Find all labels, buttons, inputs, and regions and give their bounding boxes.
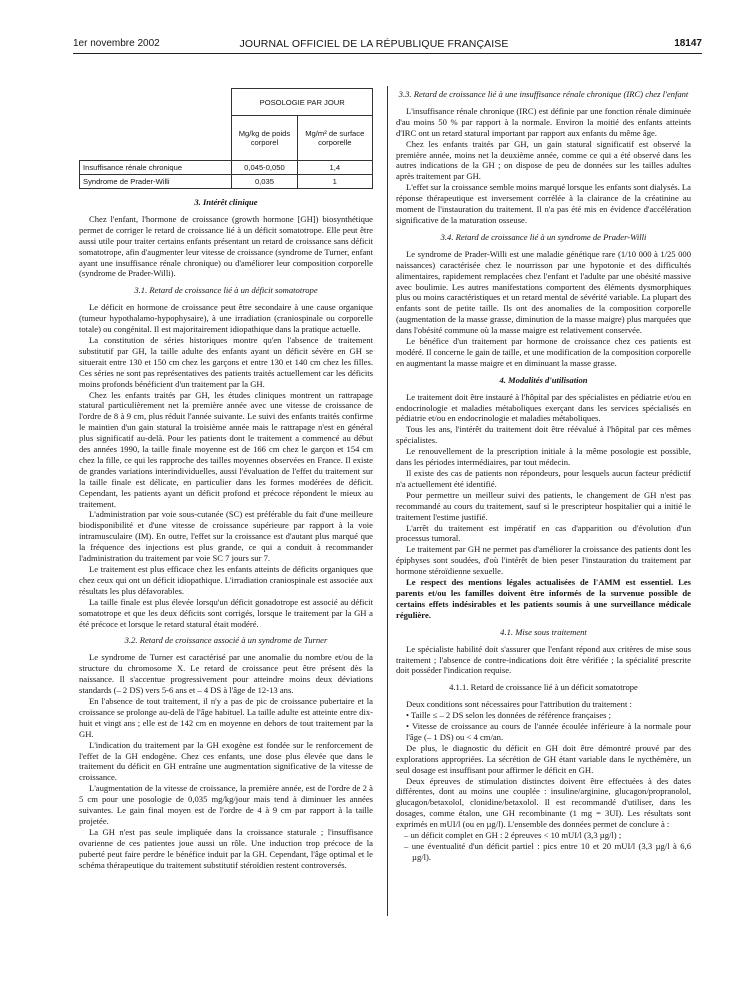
paragraph: La GH n'est pas seule impliquée dans la croissance staturale ; l'insuffisance ovarienne de ces patientes joue aussi un rôle. Une induction trop précoce de la puberté peut faire perdre le bénéfice induit par la GH. Cependant, l'âge optimal et le schéma thérapeutique du traitement substitutif stéroïdien restent controversés. bbox=[79, 826, 373, 870]
table-cell: 0,045-0,050 bbox=[232, 161, 297, 175]
list-item: – un déficit complet en GH : 2 épreuves < 10 mUI/l (3,3 µg/l) ; bbox=[404, 830, 691, 841]
paragraph: L'insuffisance rénale chronique (IRC) est définie par une fonction rénale diminuée d'au moins 50 % par rapport à la normale. Environ la moitié des enfants atteints d'IRC ont un retard statural important par rapport aux enfants du même âge. bbox=[396, 105, 691, 138]
paragraph: Deux épreuves de stimulation distinctes doivent être effectuées à des dates différentes, dont au moins une couplée : insuline/arginine, glucagon/propranolol, glucagon/betaxolol, clonidine/betaxolol. Il est recommandé d'utiliser, dans les dosages, comme étalon, une GH recombinante (1 mg = 3UI). Les résultats sont exprimés en mUI/l (ou en µg/l). L'ensemble des données permet de conclure à : bbox=[396, 775, 691, 830]
table-row-label: Syndrome de Prader-Willi bbox=[80, 175, 232, 189]
subsection-heading: 3.4. Retard de croissance lié à un syndrome de Prader-Willi bbox=[440, 231, 647, 242]
list-item: • Taille ≤ – 2 DS selon les données de référence françaises ; bbox=[406, 710, 691, 721]
column-divider bbox=[387, 86, 388, 916]
paragraph: Deux conditions sont nécessaires pour l'attribution du traitement : bbox=[406, 699, 632, 710]
paragraph: Le traitement est plus efficace chez les enfants atteints de déficits organiques que chez ceux qui ont un déficit idiopathique. L'irradiation craniospinale est associée aux résultats les plus défavorables. bbox=[79, 564, 373, 596]
paragraph: Chez l'enfant, l'hormone de croissance (growth hormone [GH]) biosynthétique permet de corriger le retard de croissance lié à un déficit somatotrope. Elle peut être aussi utile pour traiter certains enfants présentant un retard de croissance sans déficit somatotrope, afin d'augmenter leur vitesse de croissance (syndrome de Turner, enfant ayant une insuffisance rénale chronique) ou d'améliorer leur composition corporelle (syndrome de Prader-Willi). bbox=[79, 213, 373, 279]
emphasized-paragraph: Le respect des mentions légales actualisées de l'AMM est essentiel. Les parents et/ou les familles doivent être informés de la survenue possible de certains effets indésirables et les patients soumis à une surveillance médicale régulière. bbox=[396, 577, 691, 620]
paragraph: Le syndrome de Turner est caractérisé par une anomalie du nombre et/ou de la structure du chromosome X. Le retard de croissance peut être présent dès la naissance. Il s'accentue progressivement pour atteindre moins deux déviations standards (– 2 DS) vers 5-6 ans et – 4 DS à l'âge de 12-13 ans. bbox=[79, 652, 373, 696]
dosage-table bbox=[79, 88, 373, 189]
left-column bbox=[79, 88, 373, 870]
paragraph: L'indication du traitement par la GH exogène est fondée sur le renforcement de l'effet de la GH endogène. Chez ces enfants, une dose plus élevée que dans le traitement du déficit en GH entraîne une augmentation significative de la vitesse de croissance. bbox=[79, 739, 373, 783]
criteria-list bbox=[396, 710, 691, 743]
header-title: JOURNAL OFFICIEL DE LA RÉPUBLIQUE FRANÇAISE bbox=[239, 38, 509, 50]
paragraph: Le traitement par GH ne permet pas d'améliorer la croissance des patients dont les épiphyses sont soudées, d'où l'intérêt de bien peser l'instauration du traitement par hormone stéroïdienne sexuelle. bbox=[396, 544, 691, 577]
paragraph: La taille finale est plus élevée lorsqu'un déficit gonadotrope est associé au déficit somatotrope et que les deux déficits sont corrigés, lorsque le traitement par la GH a été précoce et lorsque le retard statural était modéré. bbox=[79, 596, 373, 629]
paragraph: Le traitement doit être instauré à l'hôpital par des spécialistes en pédiatrie et/ou en endocrinologie et maladies métaboliques exerçant dans les services spécialisés en pédiatrie et/ou en endocrinologie et maladies métaboliques. bbox=[396, 391, 691, 424]
paragraph: Le spécialiste habilité doit s'assurer que l'enfant répond aux critères de mise sous traitement ; l'absence de contre-indications doit être vérifiée ; la spécialité prescrite doit posséder l'indication requise. bbox=[396, 643, 691, 676]
table-row-label: Insuffisance rénale chronique bbox=[80, 161, 232, 175]
table-col-header: Mg/kg de poids corporel bbox=[232, 116, 297, 161]
list-item: • Vitesse de croissance au cours de l'année écoulée inférieure à la normale pour l'âge (– 1 DS) ou < 4 cm/an. bbox=[406, 721, 691, 743]
header-rule bbox=[73, 53, 702, 54]
right-column bbox=[396, 89, 691, 863]
subsection-heading: 3.2. Retard de croissance associé à un syndrome de Turner bbox=[124, 635, 328, 646]
paragraph: Le renouvellement de la prescription initiale à la même posologie est possible, dans les périodes intermédiaires, par tout médecin. bbox=[396, 446, 691, 468]
paragraph: Chez les enfants traités par GH, un gain statural significatif est observé la première année, moins net la deuxième année, comme ce qui a été observé dans les autres indications de la GH ; on dispose de peu de données sur les tailles adultes après traitement par GH. bbox=[396, 138, 691, 182]
header-page-number: 18147 bbox=[674, 38, 702, 49]
paragraph: L'effet sur la croissance semble moins marqué lorsque les enfants sont dialysés. La réponse thérapeutique est inversement corrélée à la clairance de la créatinine au moment de l'instauration du traitement. Il n'a pas été mis en évidence d'accélération significative de la maturation osseuse. bbox=[396, 182, 691, 225]
section-heading: 4. Modalités d'utilisation bbox=[499, 374, 588, 385]
subsection-heading: 4.1. Mise sous traitement bbox=[500, 626, 587, 637]
subsection-heading: 3.1. Retard de croissance lié à un déficit somatotrope bbox=[134, 285, 318, 296]
subsection-heading: 3.3. Retard de croissance lié à une insuffisance rénale chronique (IRC) chez l'enfant bbox=[398, 89, 689, 99]
paragraph: Chez les enfants traités par GH, les études cliniques montrent un rattrapage statural particulièrement net la première année avec une vitesse de croissance de l'ordre de 8 à 9 cm, plus réduit l'année suivante. Le suivi des enfants traités confirme le maintien d'un gain statural la troisième année mais le rattrapage n'est en général plus significatif au-delà. Pour les patients dont le traitement a commencé au début des années 1990, la taille finale moyenne est de 166 cm chez le garçon et 154 cm chez la fille, ce qui les rapproche des tailles moyennes observées en France. Il existe de grandes variations interindividuelles, aussi l'évaluation de l'effet du traitement sur la taille finale est délicate, en particulier dans les formes modérées de déficit. Cependant, les patients ayant un déficit profond et précoce répondent le mieux au traitement. bbox=[79, 389, 373, 509]
table-cell: 0,035 bbox=[232, 175, 297, 189]
list-item: – une éventualité d'un déficit partiel : pics entre 10 et 20 mUI/l (3,3 µg/l à 6,6 µg/l). bbox=[404, 841, 691, 863]
paragraph: Pour permettre un meilleur suivi des patients, le changement de GH n'est pas recommandé au cours du traitement, sauf si le prescripteur hospitalier qui a initié le traitement l'estime justifié. bbox=[396, 489, 691, 522]
paragraph: L'arrêt du traitement est impératif en cas d'apparition ou d'évolution d'un processus tumoral. bbox=[396, 522, 691, 544]
subsection-heading: 4.1.1. Retard de croissance lié à un déficit somatotrope bbox=[449, 682, 638, 693]
header-date: 1er novembre 2002 bbox=[73, 38, 160, 49]
paragraph: Il existe des cas de patients non répondeurs, pour lesquels aucun facteur prédictif n'a actuellement été identifié. bbox=[396, 468, 691, 489]
table-cell: 1 bbox=[297, 175, 372, 189]
table-row bbox=[80, 175, 373, 189]
paragraph: De plus, le diagnostic du déficit en GH doit être démontré prouvé par des explorations appropriées. La sécrétion de GH étant variable dans le nycthémère, un seul dosage est insuffisant pour affirmer le déficit en GH. bbox=[396, 742, 691, 775]
table-row bbox=[80, 161, 373, 175]
paragraph: En l'absence de tout traitement, il n'y a pas de pic de croissance pubertaire et la croissance se prolonge au-delà de l'âge habituel. La taille adulte est atteinte entre dix-huit et vingt ans ; elle est de 142 cm en moyenne en dehors de tout traitement par la GH. bbox=[79, 695, 373, 739]
paragraph: Le bénéfice d'un traitement par hormone de croissance chez ces patients est modéré. Il concerne le gain de taille, et une modification de la composition corporelle en augmentant la masse maigre et en diminuant la masse grasse. bbox=[396, 336, 691, 368]
section-heading: 3. Intérêt clinique bbox=[194, 197, 258, 207]
table-col-header: Mg/m² de surface corporelle bbox=[297, 116, 372, 161]
paragraph: Tous les ans, l'intérêt du traitement doit être réévalué à l'hôpital par ces mêmes spécialistes. bbox=[396, 424, 691, 446]
paragraph: La constitution de séries historiques montre qu'en l'absence de traitement substitutif par GH, la taille adulte des enfants ayant un déficit sévère en GH se situerait entre 130 et 150 cm chez les garçons et entre 130 et 140 cm chez les filles. Ces séries ne sont pas représentatives des patients traités actuellement car les déficits moins profonds bénéficient d'un traitement par la GH. bbox=[79, 334, 373, 389]
paragraph: L'administration par voie sous-cutanée (SC) est préférable du fait d'une meilleure biodisponibilité et d'une vitesse de croissance supérieure par rapport à la voie intramusculaire (IM). En outre, l'effet sur la croissance est d'autant plus marqué que la fréquence des injections est plus grande, ce qui a conduit à recommander l'administration du traitement par voie SC 7 jours sur 7. bbox=[79, 509, 373, 564]
table-group-header: POSOLOGIE PAR JOUR bbox=[232, 89, 373, 116]
table-cell: 1,4 bbox=[297, 161, 372, 175]
paragraph: Le syndrome de Prader-Willi est une maladie génétique rare (1/10 000 à 1/25 000 naissances) caractérisée chez le nourrisson par une hypotonie et des difficultés alimentaires, rapidement remplacées chez l'enfant et l'adulte par une obésité massive avec boulimie. Les autres manifestations comportent des éléments dysmorphiques plus ou moins caractéristiques et un retard mental de sévérité variable. La plupart des enfants sont de petite taille. Ils ont des anomalies de la composition corporelle (augmentation de la masse grasse, diminution de la masse maigre) plus marquées que dans l'obésité commune où la masse maigre est relativement conservée. bbox=[396, 248, 691, 336]
paragraph: Le déficit en hormone de croissance peut être secondaire à une cause organique (tumeur hypothalamo-hypophysaire), à une irradiation (craniospinale ou corporelle totale) ou congénital. Il est majoritairement idiopathique dans la pratique actuelle. bbox=[79, 302, 373, 335]
conclusion-list bbox=[396, 830, 691, 863]
paragraph: L'augmentation de la vitesse de croissance, la première année, est de l'ordre de 2 à 5 cm pour une posologie de 0,035 mg/kg/jour mais tend à diminuer les années suivantes. Le gain final moyen est de l'ordre de 4 à 9 cm par rapport à la taille projetée. bbox=[79, 783, 373, 826]
